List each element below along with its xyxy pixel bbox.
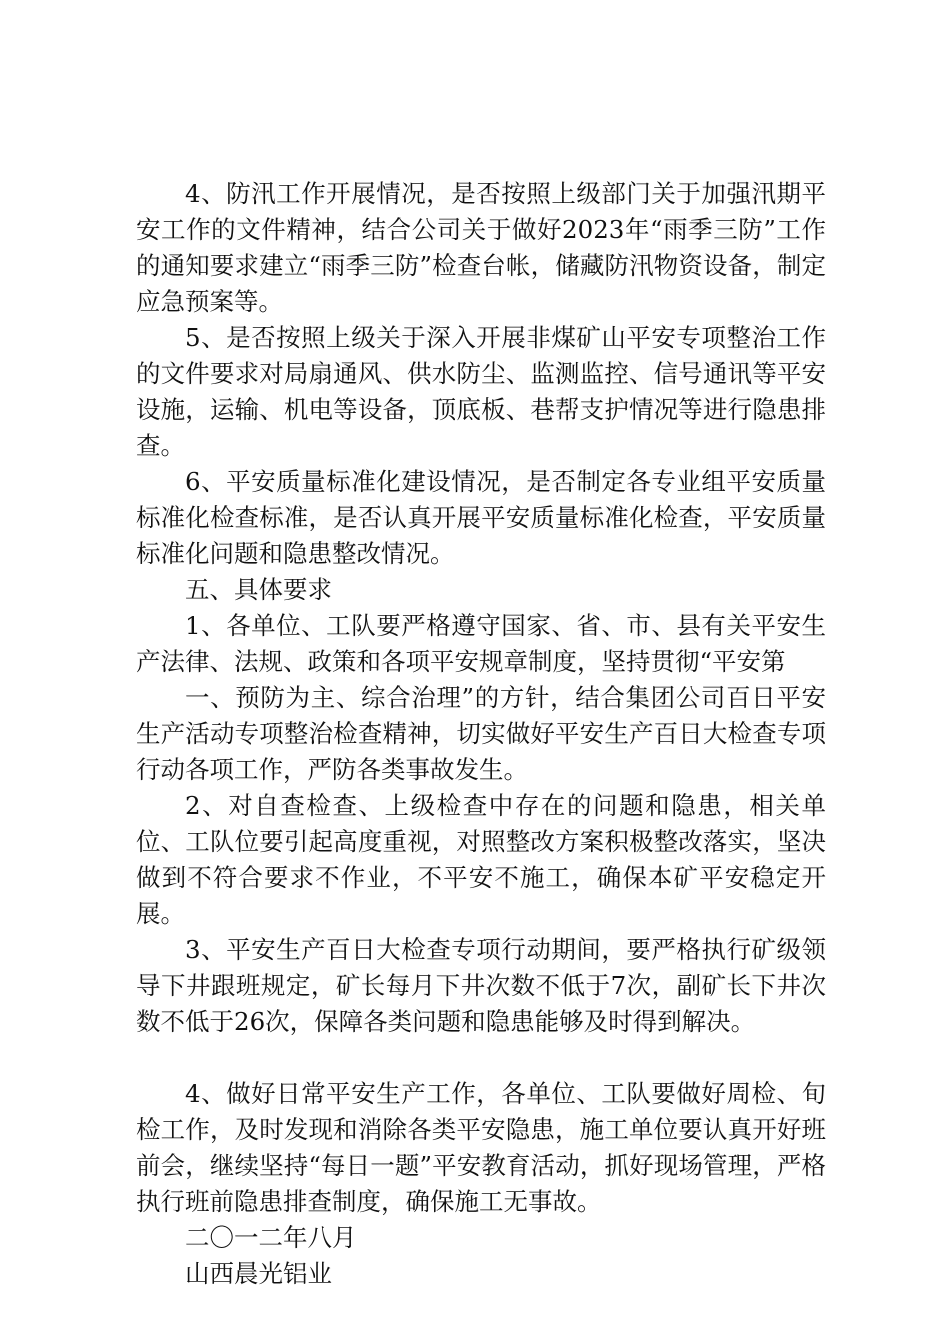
document-date: 二〇一二年八月 bbox=[185, 1223, 357, 1252]
paragraph-flood-control: 4、防汛工作开展情况，是否按照上级部门关于加强汛期平安工作的文件精神，结合公司关于做好2023年“雨季三防”工作的通知要求建立“雨季三防”检查台帐，储藏防汛物资设备，制定应急预案等。 bbox=[136, 179, 826, 316]
paragraph-requirement-3: 3、平安生产百日大检查专项行动期间，要严格执行矿级领导下井跟班规定，矿长每月下井次数不低于7次，副矿长下井次数不低于26次，保障各类问题和隐患能够及时得到解决。 bbox=[136, 935, 826, 1036]
paragraph-spacer bbox=[136, 1040, 826, 1076]
document-signature: 山西晨光铝业 bbox=[185, 1259, 332, 1288]
document-body bbox=[136, 176, 826, 1292]
paragraph-special-rectification: 5、是否按照上级关于深入开展非煤矿山平安专项整治工作的文件要求对局扇通风、供水防尘、监测监控、信号通讯等平安设施，运输、机电等设备，顶底板、巷帮支护情况等进行隐患排查。 bbox=[136, 323, 826, 460]
paragraph-quality-standardization: 6、平安质量标准化建设情况，是否制定各专业组平安质量标准化检查标准，是否认真开展平安质量标准化检查，平安质量标准化问题和隐患整改情况。 bbox=[136, 467, 826, 568]
section-heading-requirements: 五、具体要求 bbox=[185, 575, 332, 604]
paragraph-requirement-2: 2、对自查检查、上级检查中存在的问题和隐患，相关单位、工队位要引起高度重视，对照整改方案积极整改落实，坚决做到不符合要求不作业，不平安不施工，确保本矿平安稳定开展。 bbox=[136, 791, 826, 928]
paragraph-requirement-4: 4、做好日常平安生产工作，各单位、工队要做好周检、旬检工作，及时发现和消除各类平安隐患，施工单位要认真开好班前会，继续坚持“每日一题”平安教育活动，抓好现场管理，严格执行班前隐患排查制度，确保施工无事故。 bbox=[136, 1079, 826, 1216]
paragraph-requirement-1-continued: 一、预防为主、综合治理”的方针，结合集团公司百日平安生产活动专项整治检查精神，切实做好平安生产百日大检查专项行动各项工作，严防各类事故发生。 bbox=[136, 683, 826, 784]
paragraph-requirement-1: 1、各单位、工队要严格遵守国家、省、市、县有关平安生产法律、法规、政策和各项平安规章制度，坚持贯彻“平安第 bbox=[136, 611, 826, 676]
